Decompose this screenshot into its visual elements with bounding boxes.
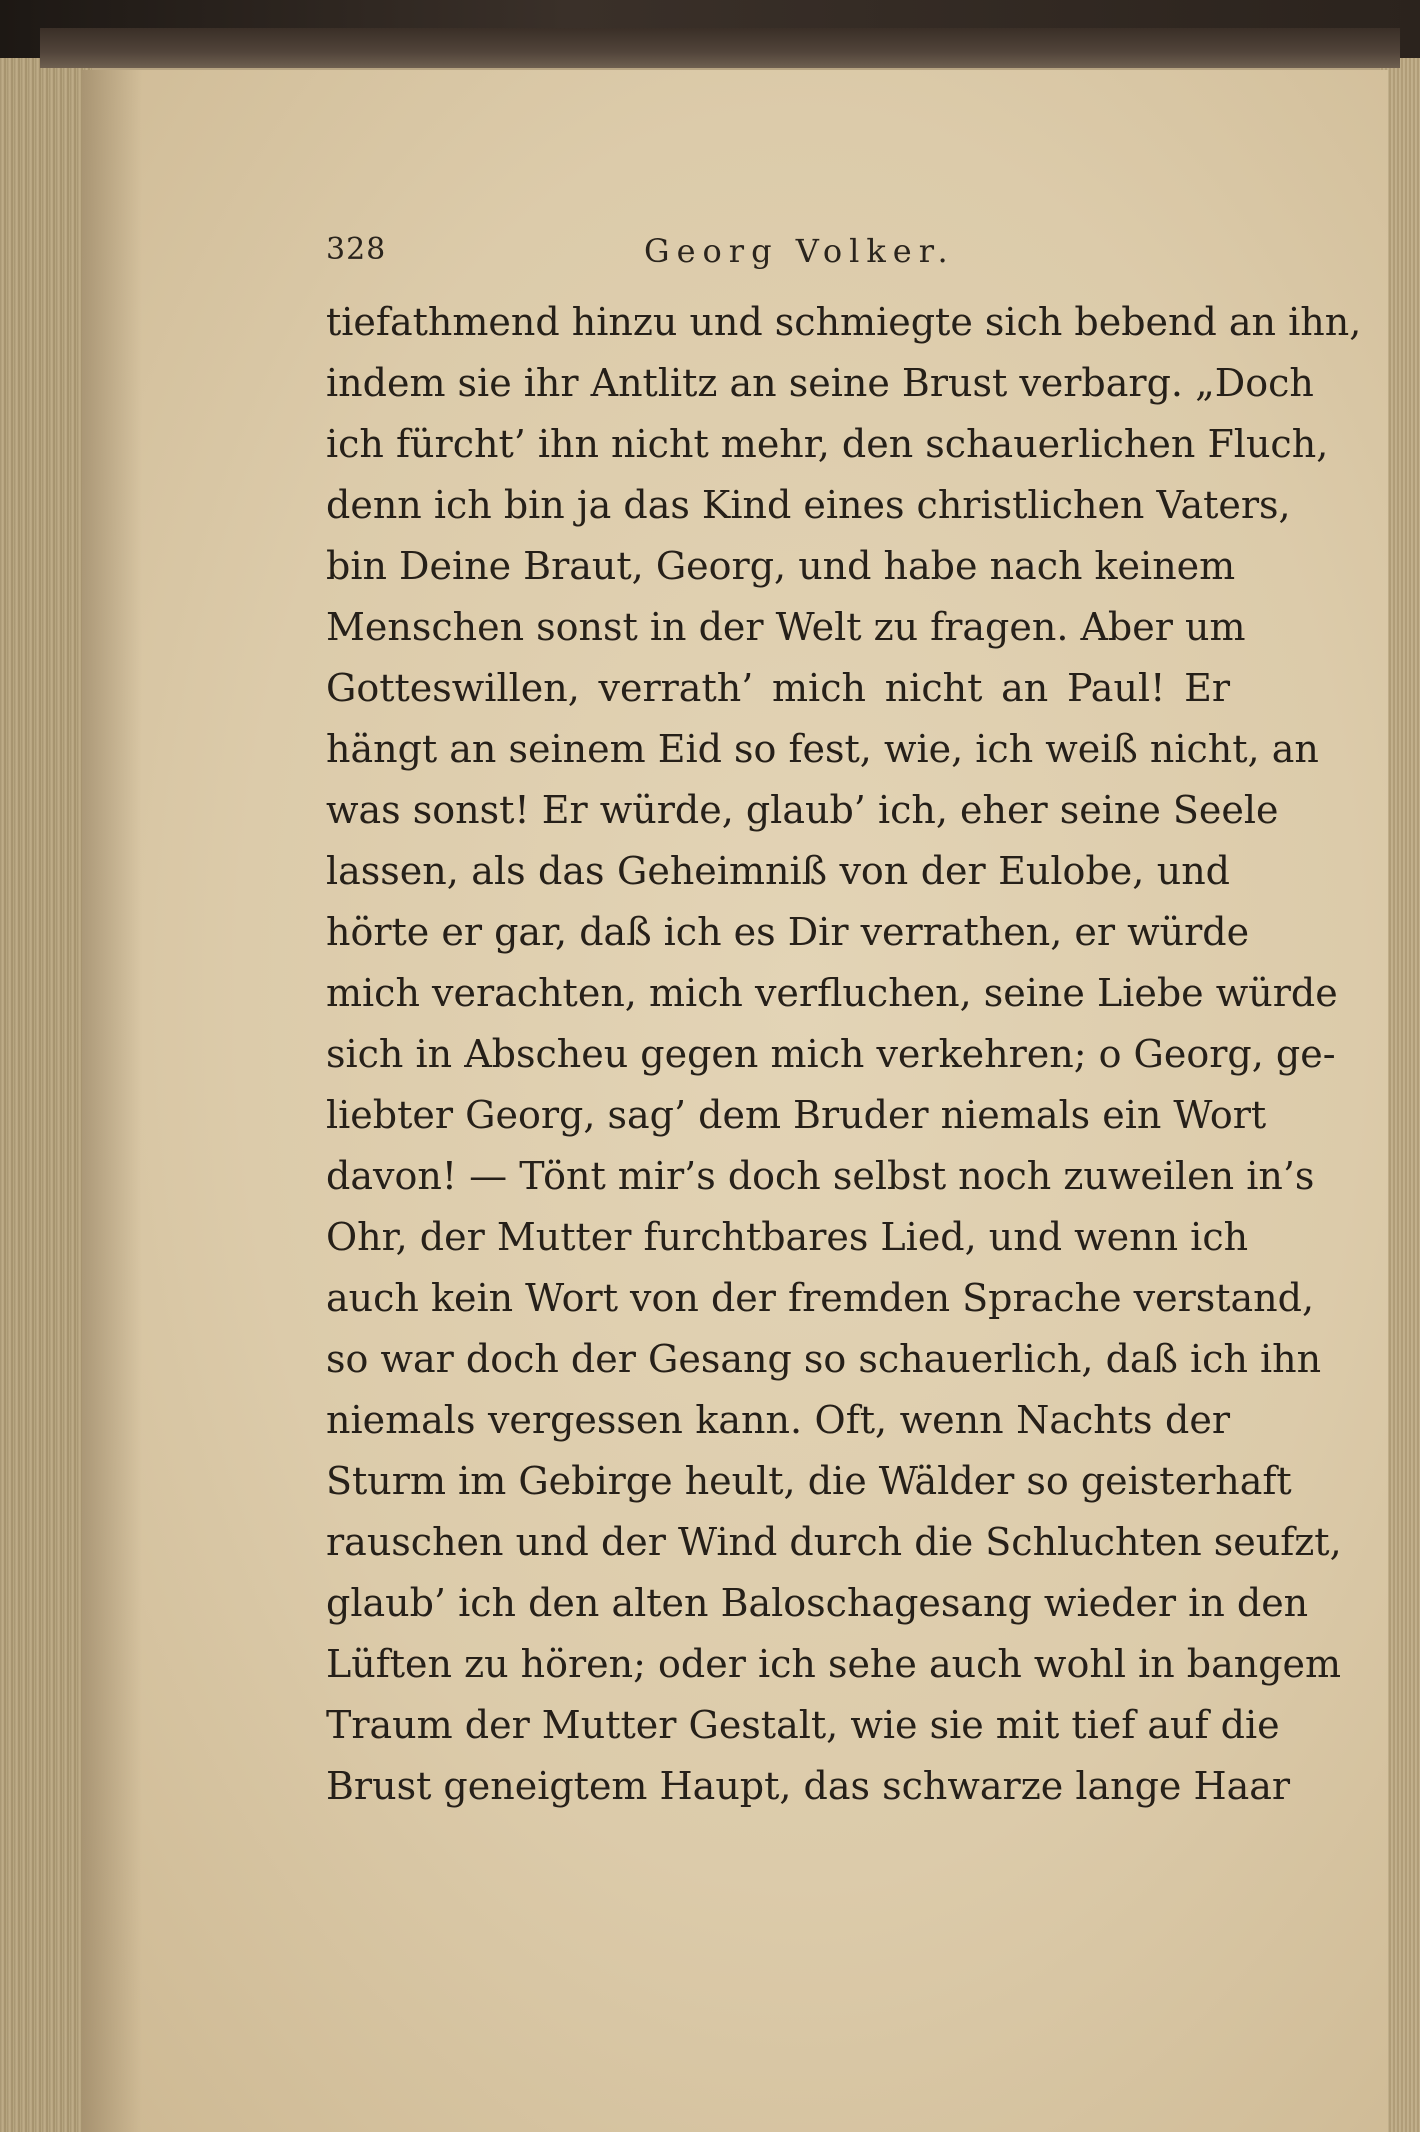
text-line: bin Deine Braut, Georg, und habe nach keinem <box>326 544 1236 588</box>
text-line: auch kein Wort von der fremden Sprache verstand, <box>326 1276 1315 1320</box>
gutter-shadow <box>82 70 142 2132</box>
text-line: davon! — Tönt mir’s doch selbst noch zuweilen in’s <box>326 1154 1315 1198</box>
left-page-edges <box>0 58 92 2132</box>
text-line: was sonst! Er würde, glaub’ ich, eher seine Seele <box>326 788 1279 832</box>
text-line: mich verachten, mich verfluchen, seine Liebe würde <box>326 971 1338 1015</box>
text-line: Lüften zu hören; oder ich sehe auch wohl in bangem <box>326 1642 1342 1686</box>
page-header <box>326 232 1246 282</box>
text-line: tiefathmend hinzu und schmiegte sich bebend an ihn, <box>326 300 1362 344</box>
text-line: lassen, als das Geheimniß von der Eulobe, und <box>326 849 1230 893</box>
text-line: hörte er gar, daß ich es Dir verrathen, er würde <box>326 910 1250 954</box>
text-line: rauschen und der Wind durch die Schluchten seufzt, <box>326 1520 1342 1564</box>
text-line: indem sie ihr Antlitz an seine Brust verbarg. „Doch <box>326 361 1314 405</box>
text-line: sich in Abscheu gegen mich verkehren; o Georg, ge- <box>326 1032 1336 1076</box>
text-line: hängt an seinem Eid so fest, wie, ich weiß nicht, an <box>326 727 1319 771</box>
text-line: Ohr, der Mutter furchtbares Lied, und wenn ich <box>326 1215 1249 1259</box>
text-line: Menschen sonst in der Welt zu fragen. Aber um <box>326 605 1246 649</box>
text-line: so war doch der Gesang so schauerlich, daß ich ihn <box>326 1337 1322 1381</box>
text-line: ich fürcht’ ihn nicht mehr, den schauerlichen Fluch, <box>326 422 1329 466</box>
text-line: liebter Georg, sag’ dem Bruder niemals ein Wort <box>326 1093 1267 1137</box>
text-line: Traum der Mutter Gestalt, wie sie mit tief auf die <box>326 1703 1280 1747</box>
text-line: glaub’ ich den alten Baloschagesang wieder in den <box>326 1581 1309 1625</box>
text-line: Gotteswillen, verrath’ mich nicht an Paul! Er <box>326 666 1230 710</box>
running-head: Georg Volker. <box>644 232 955 270</box>
text-line: Sturm im Gebirge heult, die Wälder so geisterhaft <box>326 1459 1292 1503</box>
text-line: Brust geneigtem Haupt, das schwarze lange Haar <box>326 1764 1291 1808</box>
text-line: niemals vergessen kann. Oft, wenn Nachts der <box>326 1398 1230 1442</box>
page-number: 328 <box>326 232 387 267</box>
body-text <box>326 292 1362 1817</box>
text-line: denn ich bin ja das Kind eines christlichen Vaters, <box>326 483 1291 527</box>
top-binding <box>40 28 1400 68</box>
